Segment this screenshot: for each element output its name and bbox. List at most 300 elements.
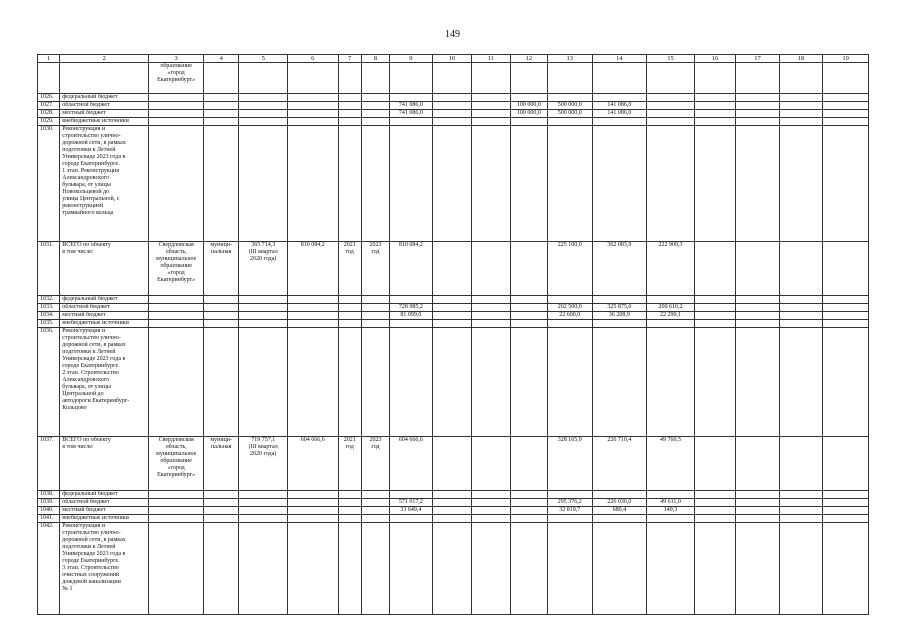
- table-cell: 1039.: [38, 499, 60, 507]
- table-row: [38, 94, 869, 102]
- table-row: [38, 304, 869, 312]
- table-cell: 1027.: [38, 102, 60, 110]
- table-row: [38, 118, 869, 126]
- table-cell: [338, 304, 361, 312]
- table-cell: [694, 523, 735, 615]
- table-cell: [472, 63, 510, 94]
- table-cell: федеральный бюджет: [60, 296, 149, 304]
- table-cell: 500 000,0: [548, 110, 593, 118]
- table-cell: [694, 296, 735, 304]
- table-cell: 741 086,0: [390, 110, 433, 118]
- table-cell: [203, 328, 238, 437]
- table-cell: [472, 312, 510, 320]
- header-cell: 19: [823, 55, 869, 63]
- header-cell: 13: [548, 55, 593, 63]
- table-cell: [338, 110, 361, 118]
- table-cell: [203, 515, 238, 523]
- header-cell: 11: [472, 55, 510, 63]
- table-cell: 81 099,0: [390, 312, 433, 320]
- table-cell: [510, 499, 547, 507]
- table-cell: [694, 118, 735, 126]
- table-cell: [390, 118, 433, 126]
- table-cell: [647, 515, 695, 523]
- table-cell: [149, 102, 204, 110]
- table-cell: [203, 118, 238, 126]
- table-cell: [239, 507, 288, 515]
- table-cell: [60, 63, 149, 94]
- table-cell: 36 208,9: [592, 312, 647, 320]
- table-cell: [361, 102, 389, 110]
- table-cell: 1036.: [38, 328, 60, 437]
- table-cell: [338, 126, 361, 242]
- table-cell: [432, 507, 471, 515]
- page-number: 149: [445, 29, 460, 40]
- table-cell: [361, 507, 389, 515]
- table-cell: [694, 320, 735, 328]
- table-cell: [736, 507, 780, 515]
- header-cell: 1: [38, 55, 60, 63]
- table-cell: [694, 63, 735, 94]
- table-cell: [647, 94, 695, 102]
- table-cell: [149, 304, 204, 312]
- table-cell: [510, 507, 547, 515]
- table-cell: [823, 118, 869, 126]
- table-cell: [432, 515, 471, 523]
- table-cell: [694, 507, 735, 515]
- table-cell: областной бюджет: [60, 102, 149, 110]
- table-cell: [149, 312, 204, 320]
- table-cell: областной бюджет: [60, 499, 149, 507]
- table-cell: [432, 242, 471, 296]
- table-cell: Реконструкция и строительство улично- дорожной сети, в рамках подготовки к Летней Универсиаде 2023 года в городе Екатеринбурге. 2 этап. Строительство Александровского бульвара, от улицы Центральной до автодороги Екатеринбург- Кольцово: [60, 328, 149, 437]
- header-cell: 9: [390, 55, 433, 63]
- table-cell: [287, 312, 338, 320]
- header-cell: 8: [361, 55, 389, 63]
- table-cell: 741 086,0: [390, 102, 433, 110]
- table-cell: [694, 102, 735, 110]
- table-cell: [149, 328, 204, 437]
- table-cell: [779, 491, 823, 499]
- header-cell: 5: [239, 55, 288, 63]
- table-cell: [779, 63, 823, 94]
- table-cell: [694, 304, 735, 312]
- table-row: [38, 320, 869, 328]
- table-cell: [736, 491, 780, 499]
- table-cell: [203, 523, 238, 615]
- table-cell: 100 000,0: [510, 102, 547, 110]
- table-cell: [390, 491, 433, 499]
- table-cell: 149,3: [647, 507, 695, 515]
- header-cell: 2: [60, 55, 149, 63]
- header-cell: 18: [779, 55, 823, 63]
- table-cell: [287, 328, 338, 437]
- table-cell: 604 666,6: [287, 437, 338, 491]
- table-cell: [548, 328, 593, 437]
- table-cell: [736, 320, 780, 328]
- table-cell: [592, 94, 647, 102]
- header-cell: 6: [287, 55, 338, 63]
- table-cell: [203, 507, 238, 515]
- table-cell: [548, 515, 593, 523]
- table-cell: [592, 118, 647, 126]
- table-cell: [361, 110, 389, 118]
- table-cell: 1029.: [38, 118, 60, 126]
- table-cell: [736, 63, 780, 94]
- table-cell: [510, 242, 547, 296]
- table-cell: [548, 94, 593, 102]
- table-cell: [736, 515, 780, 523]
- table-cell: [472, 515, 510, 523]
- table-row: [38, 63, 869, 94]
- table-cell: [203, 126, 238, 242]
- table-cell: [149, 499, 204, 507]
- table-cell: [432, 296, 471, 304]
- table-cell: областной бюджет: [60, 304, 149, 312]
- table-cell: [338, 499, 361, 507]
- table-cell: [338, 515, 361, 523]
- table-cell: 604 666,6: [390, 437, 433, 491]
- table-cell: 1033.: [38, 304, 60, 312]
- table-cell: 365 714,3 (III квартал 2020 года): [239, 242, 288, 296]
- table-row: [38, 523, 869, 615]
- table-cell: 728 985,2: [390, 304, 433, 312]
- table-cell: [338, 296, 361, 304]
- table-cell: [203, 110, 238, 118]
- table-cell: 2021 год: [338, 242, 361, 296]
- header-cell: 3: [149, 55, 204, 63]
- table-cell: [823, 312, 869, 320]
- table-cell: [432, 110, 471, 118]
- table-cell: [361, 63, 389, 94]
- table-cell: [736, 242, 780, 296]
- table-cell: ВСЕГО по объекту в том числе:: [60, 437, 149, 491]
- table-cell: [432, 320, 471, 328]
- table-cell: 680,4: [592, 507, 647, 515]
- table-cell: [239, 491, 288, 499]
- table-cell: [472, 94, 510, 102]
- table-cell: местный бюджет: [60, 312, 149, 320]
- table-cell: федеральный бюджет: [60, 94, 149, 102]
- table-cell: [592, 328, 647, 437]
- table-cell: ВСЕГО по объекту в том числе:: [60, 242, 149, 296]
- table-cell: [287, 304, 338, 312]
- table-cell: [779, 242, 823, 296]
- table-cell: [779, 126, 823, 242]
- table-cell: 1028.: [38, 110, 60, 118]
- table-cell: 325 875,0: [592, 304, 647, 312]
- table-cell: [823, 437, 869, 491]
- table-cell: [823, 507, 869, 515]
- table-cell: 1032.: [38, 296, 60, 304]
- table-cell: [239, 320, 288, 328]
- table-cell: [779, 102, 823, 110]
- table-cell: [287, 507, 338, 515]
- table-cell: 22 600,0: [548, 312, 593, 320]
- table-cell: 810 084,2: [287, 242, 338, 296]
- table-cell: [592, 515, 647, 523]
- table-cell: [823, 94, 869, 102]
- table-cell: [779, 437, 823, 491]
- table-cell: 1031.: [38, 242, 60, 296]
- table-cell: [432, 63, 471, 94]
- table-cell: 500 000,0: [548, 102, 593, 110]
- table-cell: [548, 63, 593, 94]
- table-cell: [736, 304, 780, 312]
- table-cell: [779, 118, 823, 126]
- table-row: [38, 515, 869, 523]
- table-cell: [592, 63, 647, 94]
- table-cell: [432, 312, 471, 320]
- table-cell: [779, 320, 823, 328]
- table-cell: [472, 110, 510, 118]
- table-cell: [548, 320, 593, 328]
- table-cell: [239, 312, 288, 320]
- table-cell: 32 819,7: [548, 507, 593, 515]
- table-cell: [779, 499, 823, 507]
- table-cell: [472, 499, 510, 507]
- table-cell: [338, 63, 361, 94]
- table-row: [38, 328, 869, 437]
- table-cell: [823, 296, 869, 304]
- table-cell: [149, 491, 204, 499]
- table-cell: [823, 304, 869, 312]
- table-cell: 49 611,0: [647, 499, 695, 507]
- table-cell: [239, 328, 288, 437]
- table-cell: Реконструкция и строительство улично- дорожной сети, в рамках подготовки к Летней Универсиаде 2023 года в городе Екатеринбурге. 1 этап. Реконструкция Александровского бульвара, от улицы Новокольцевой до улицы Центральной, с реконструкцией трамвайного кольца: [60, 126, 149, 242]
- table-cell: [736, 523, 780, 615]
- table-cell: [823, 63, 869, 94]
- table-cell: [287, 102, 338, 110]
- table-cell: [203, 296, 238, 304]
- table-cell: [287, 296, 338, 304]
- table-cell: [338, 118, 361, 126]
- table-cell: [694, 312, 735, 320]
- header-cell: 10: [432, 55, 471, 63]
- table-cell: Свердловская область, муниципальное образование «город Екатеринбург»: [149, 437, 204, 491]
- table-cell: [823, 242, 869, 296]
- table-cell: 571 017,2: [390, 499, 433, 507]
- table-cell: [779, 523, 823, 615]
- table-cell: [472, 304, 510, 312]
- table-cell: [736, 102, 780, 110]
- table-cell: 33 649,4: [390, 507, 433, 515]
- table-row: [38, 126, 869, 242]
- table-cell: 719 757,1 (III квартал 2020 года): [239, 437, 288, 491]
- header-cell: 15: [647, 55, 695, 63]
- table-cell: [361, 312, 389, 320]
- table-cell: [149, 296, 204, 304]
- table-cell: 222 900,3: [647, 242, 695, 296]
- table-cell: [510, 304, 547, 312]
- table-cell: [694, 515, 735, 523]
- table-cell: 2023 год: [361, 437, 389, 491]
- table-cell: [779, 296, 823, 304]
- table-cell: [510, 126, 547, 242]
- table-cell: [472, 437, 510, 491]
- table-cell: внебюджетные источники: [60, 118, 149, 126]
- table-cell: [149, 507, 204, 515]
- table-cell: [472, 507, 510, 515]
- table-cell: [647, 63, 695, 94]
- table-cell: [823, 102, 869, 110]
- table-cell: 1037.: [38, 437, 60, 491]
- table-cell: [338, 312, 361, 320]
- table-cell: [779, 507, 823, 515]
- table-cell: [647, 118, 695, 126]
- table-cell: 362 083,9: [592, 242, 647, 296]
- table-cell: муници- пальная: [203, 242, 238, 296]
- table-cell: 1030.: [38, 126, 60, 242]
- table-cell: [287, 320, 338, 328]
- table-cell: образование «город Екатеринбург»: [149, 63, 204, 94]
- table-cell: [38, 63, 60, 94]
- table-cell: 810 084,2: [390, 242, 433, 296]
- table-cell: 1038.: [38, 491, 60, 499]
- table-cell: [239, 499, 288, 507]
- table-cell: [361, 118, 389, 126]
- table-cell: [592, 296, 647, 304]
- table-cell: [390, 320, 433, 328]
- table-cell: 1041.: [38, 515, 60, 523]
- table-cell: [548, 118, 593, 126]
- table-cell: внебюджетные источники: [60, 320, 149, 328]
- table-cell: [361, 523, 389, 615]
- table-cell: [736, 94, 780, 102]
- table-cell: [390, 63, 433, 94]
- table-cell: 1042.: [38, 523, 60, 615]
- table-cell: [779, 110, 823, 118]
- table-cell: [736, 437, 780, 491]
- table-cell: [472, 102, 510, 110]
- table-row: [38, 110, 869, 118]
- table-cell: [338, 94, 361, 102]
- header-cell: 4: [203, 55, 238, 63]
- table-cell: [510, 437, 547, 491]
- table-row: [38, 242, 869, 296]
- header-cell: 7: [338, 55, 361, 63]
- table-cell: [361, 491, 389, 499]
- table-row: [38, 491, 869, 499]
- table-cell: 1034.: [38, 312, 60, 320]
- table-cell: 49 760,5: [647, 437, 695, 491]
- header-cell: 12: [510, 55, 547, 63]
- table-cell: [432, 328, 471, 437]
- table-cell: 226 030,0: [592, 499, 647, 507]
- table-cell: 202 500,0: [548, 304, 593, 312]
- table-cell: [779, 515, 823, 523]
- table-cell: внебюджетные источники: [60, 515, 149, 523]
- table-cell: [361, 94, 389, 102]
- table-cell: [823, 328, 869, 437]
- table-cell: [287, 94, 338, 102]
- table-cell: [510, 296, 547, 304]
- table-cell: [149, 320, 204, 328]
- table-cell: [149, 523, 204, 615]
- table-cell: [287, 515, 338, 523]
- table-cell: [510, 118, 547, 126]
- table-cell: [287, 63, 338, 94]
- table-cell: [736, 312, 780, 320]
- table-row: [38, 296, 869, 304]
- table-cell: [203, 102, 238, 110]
- table-row: [38, 102, 869, 110]
- table-cell: [736, 328, 780, 437]
- table-cell: [592, 523, 647, 615]
- table-cell: [239, 63, 288, 94]
- table-cell: [779, 304, 823, 312]
- table-cell: [361, 499, 389, 507]
- table-cell: 1026.: [38, 94, 60, 102]
- table-cell: 2023 год: [361, 242, 389, 296]
- table-cell: [239, 110, 288, 118]
- table-cell: [390, 94, 433, 102]
- table-cell: местный бюджет: [60, 507, 149, 515]
- table-cell: [432, 523, 471, 615]
- table-cell: [647, 110, 695, 118]
- table-cell: [647, 491, 695, 499]
- table-cell: [647, 328, 695, 437]
- table-cell: [510, 63, 547, 94]
- table-cell: [472, 523, 510, 615]
- table-cell: [361, 126, 389, 242]
- table-cell: [390, 126, 433, 242]
- table-cell: [823, 523, 869, 615]
- table-cell: [361, 304, 389, 312]
- table-cell: [510, 320, 547, 328]
- table-cell: [203, 63, 238, 94]
- table-cell: Свердловская область, муниципальное образование «город Екатеринбург»: [149, 242, 204, 296]
- table-cell: [390, 523, 433, 615]
- table-cell: [338, 523, 361, 615]
- table-cell: [361, 320, 389, 328]
- table-cell: [432, 126, 471, 242]
- table-cell: [361, 328, 389, 437]
- table-cell: [823, 515, 869, 523]
- table-cell: 200 610,2: [647, 304, 695, 312]
- table-cell: [736, 126, 780, 242]
- table-cell: 328 165,9: [548, 437, 593, 491]
- table-cell: [823, 320, 869, 328]
- table-cell: [239, 515, 288, 523]
- table-cell: [694, 126, 735, 242]
- table-cell: [472, 126, 510, 242]
- table-row: [38, 312, 869, 320]
- table-cell: [548, 523, 593, 615]
- table-cell: [390, 296, 433, 304]
- table-cell: [647, 102, 695, 110]
- table-cell: [823, 110, 869, 118]
- table-cell: [149, 110, 204, 118]
- table-cell: [432, 491, 471, 499]
- table-cell: [432, 437, 471, 491]
- table-cell: [779, 94, 823, 102]
- table-cell: [736, 118, 780, 126]
- table-cell: [548, 491, 593, 499]
- table-cell: [203, 499, 238, 507]
- table-cell: [287, 491, 338, 499]
- table-cell: [592, 491, 647, 499]
- table-cell: [239, 102, 288, 110]
- table-cell: [361, 515, 389, 523]
- table-cell: [203, 304, 238, 312]
- table-cell: 1040.: [38, 507, 60, 515]
- table-cell: местный бюджет: [60, 110, 149, 118]
- table-cell: [287, 126, 338, 242]
- table-cell: [338, 507, 361, 515]
- table-cell: [592, 320, 647, 328]
- table-cell: [694, 491, 735, 499]
- table-cell: [472, 118, 510, 126]
